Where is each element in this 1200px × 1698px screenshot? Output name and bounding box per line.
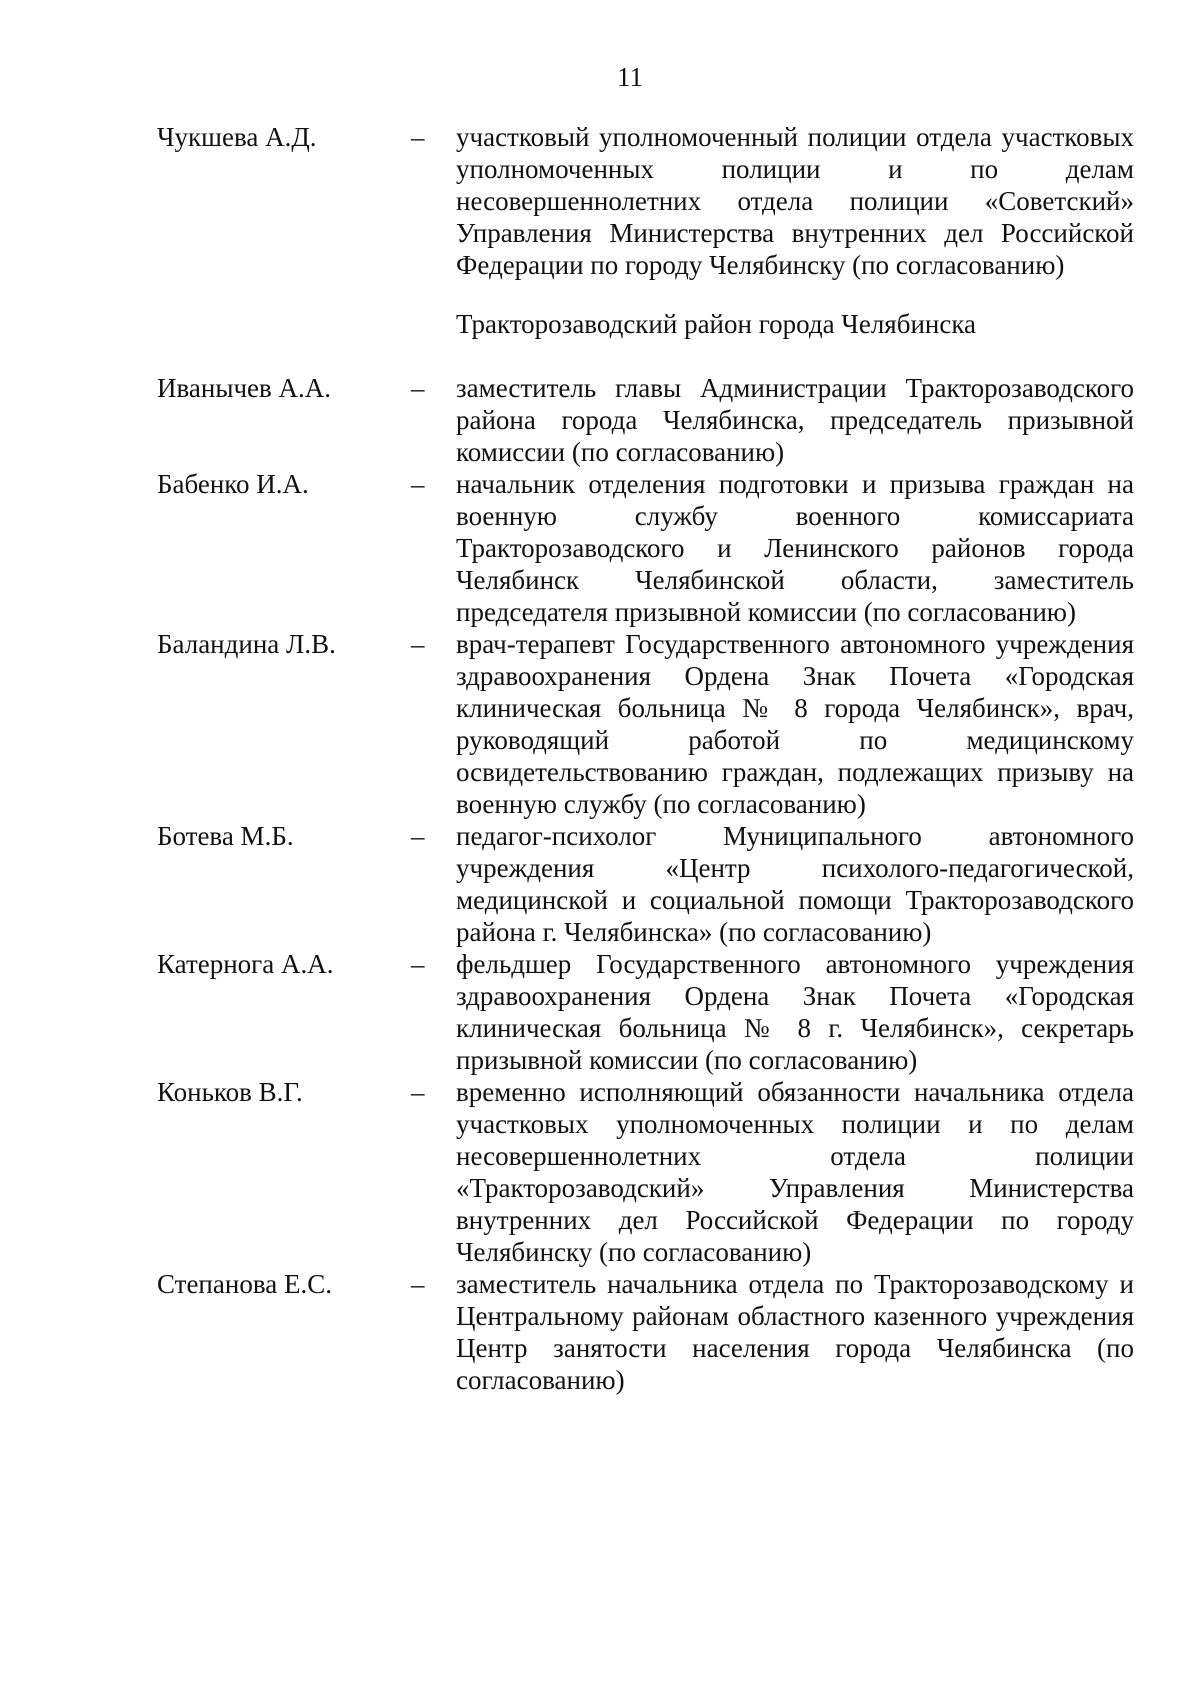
member-position: временно исполняющий обязанности начальника отдела участковых уполномоченных полиции и по делам несовершеннолетних отдела полиции «Тракторозаводский» Управления Министерства внутренних дел Российской Федерации по городу Челябинску (по согласованию) <box>456 1077 1134 1267</box>
member-entry <box>0 820 1200 948</box>
member-name: Баландина Л.В. <box>157 629 336 659</box>
dash-separator: – <box>411 821 425 851</box>
member-entry <box>0 468 1200 628</box>
member-position: заместитель начальника отдела по Тракторозаводскому и Центральному районам областного казенного учреждения Центр занятости населения города Челябинска (по согласованию) <box>456 1269 1134 1395</box>
dash-separator: – <box>411 469 425 499</box>
member-entry <box>0 628 1200 820</box>
member-name: Катернога А.А. <box>157 949 334 979</box>
page-number: 11 <box>617 62 643 92</box>
member-name: Коньков В.Г. <box>157 1077 303 1107</box>
member-name: Ботева М.Б. <box>157 821 294 851</box>
member-entry <box>0 121 1200 281</box>
dash-separator: – <box>411 949 425 979</box>
section-heading: Тракторозаводский район города Челябинска <box>456 309 977 339</box>
member-position: начальник отделения подготовки и призыва граждан на военную службу военного комиссариата Тракторозаводского и Ленинского районов города Челябинск Челябинской области, заместитель председателя призывной комиссии (по согласованию) <box>456 469 1134 627</box>
member-entry <box>0 372 1200 468</box>
member-position: участковый уполномоченный полиции отдела участковых уполномоченных полиции и по делам несовершеннолетних отдела полиции «Советский» Управления Министерства внутренних дел Российской Федерации по городу Челябинску (по согласованию) <box>456 122 1134 280</box>
member-entry <box>0 1076 1200 1268</box>
member-position: фельдшер Государственного автономного учреждения здравоохранения Ордена Знак Почета «Городская клиническая больница № 8 г. Челябинск», секретарь призывной комиссии (по согласованию) <box>456 949 1134 1075</box>
dash-separator: – <box>411 629 425 659</box>
member-position: врач-терапевт Государственного автономного учреждения здравоохранения Ордена Знак Почета «Городская клиническая больница № 8 города Челябинск», врач, руководящий работой по медицинскому освидетельствованию граждан, подлежащих призыву на военную службу (по согласованию) <box>456 629 1134 819</box>
member-name: Бабенко И.А. <box>157 469 309 499</box>
member-entry <box>0 948 1200 1076</box>
member-list <box>0 121 1200 1396</box>
member-position: педагог-психолог Муниципального автономного учреждения «Центр психолого-педагогической, медицинской и социальной помощи Тракторозаводского района г. Челябинска» (по согласованию) <box>456 821 1134 947</box>
dash-separator: – <box>411 122 425 152</box>
dash-separator: – <box>411 373 425 403</box>
member-name: Чукшева А.Д. <box>157 122 317 152</box>
member-name: Степанова Е.С. <box>157 1269 332 1299</box>
member-position: заместитель главы Администрации Тракторозаводского района города Челябинска, председатель призывной комиссии (по согласованию) <box>456 373 1134 467</box>
member-name: Иванычев А.А. <box>157 373 332 403</box>
member-entry <box>0 1268 1200 1396</box>
dash-separator: – <box>411 1269 425 1299</box>
dash-separator: – <box>411 1077 425 1107</box>
